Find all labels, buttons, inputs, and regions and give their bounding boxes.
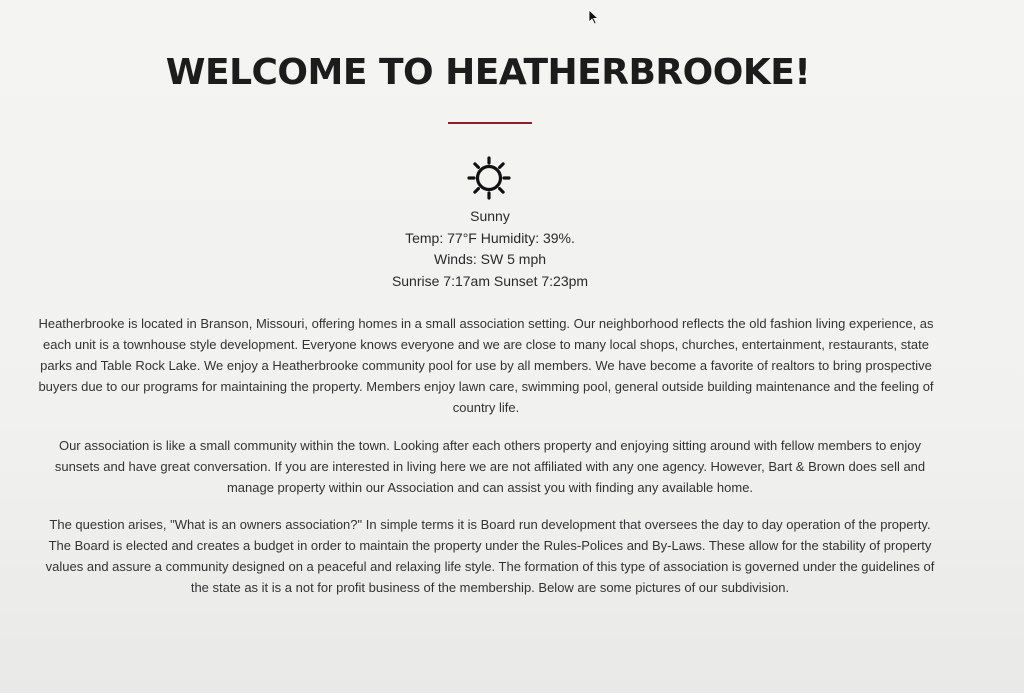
weather-temp-humidity: Temp: 77°F Humidity: 39%. <box>405 229 575 246</box>
association-paragraph: The question arises, "What is an owners association?" In simple terms it is Board run development that oversees the day to day operation of the property. The Board is elected and creates a budget in order to maintain the property under the Rules-Polices and By-Laws. These allow for the stability of property values and assure a community designed on a peaceful and relaxing life style. The formation of this type of association is governed under the guidelines of the state as it is a not for profit business of the membership. Below are some pictures of our subdivision. <box>45 517 935 595</box>
weather-widget <box>340 206 640 292</box>
page-title: WELCOME TO HEATHERBROOKE! <box>165 52 811 93</box>
title-divider <box>448 122 532 124</box>
weather-sun-times: Sunrise 7:17am Sunset 7:23pm <box>391 272 589 289</box>
mouse-cursor-icon <box>588 9 600 25</box>
community-paragraph: Our association is like a small community within the town. Looking after each others property and enjoying sitting around with fellow members to enjoy sunsets and have great conversation. If you are interested in living here we are not affiliated with any one agency. However, Bart & Brown does sell and manage property within our Association and can assist you with finding any available home. <box>54 438 926 495</box>
intro-paragraph: Heatherbrooke is located in Branson, Missouri, offering homes in a small association setting. Our neighborhood reflects the old fashion living experience, as each unit is a townhouse style development. Everyone knows everyone and we are close to many local shops, churches, entertainment, restaurants, state parks and Table Rock Lake. We enjoy a Heatherbrooke community pool for use by all members. We have become a favorite of realtors to bring prospective buyers due to our programs for maintaining the property. Members enjoy lawn care, swimming pool, general outside building maintenance and the feeling of country life. <box>38 316 934 415</box>
weather-winds: Winds: SW 5 mph <box>433 251 547 267</box>
sun-icon <box>466 155 512 201</box>
weather-condition: Sunny <box>470 208 510 224</box>
